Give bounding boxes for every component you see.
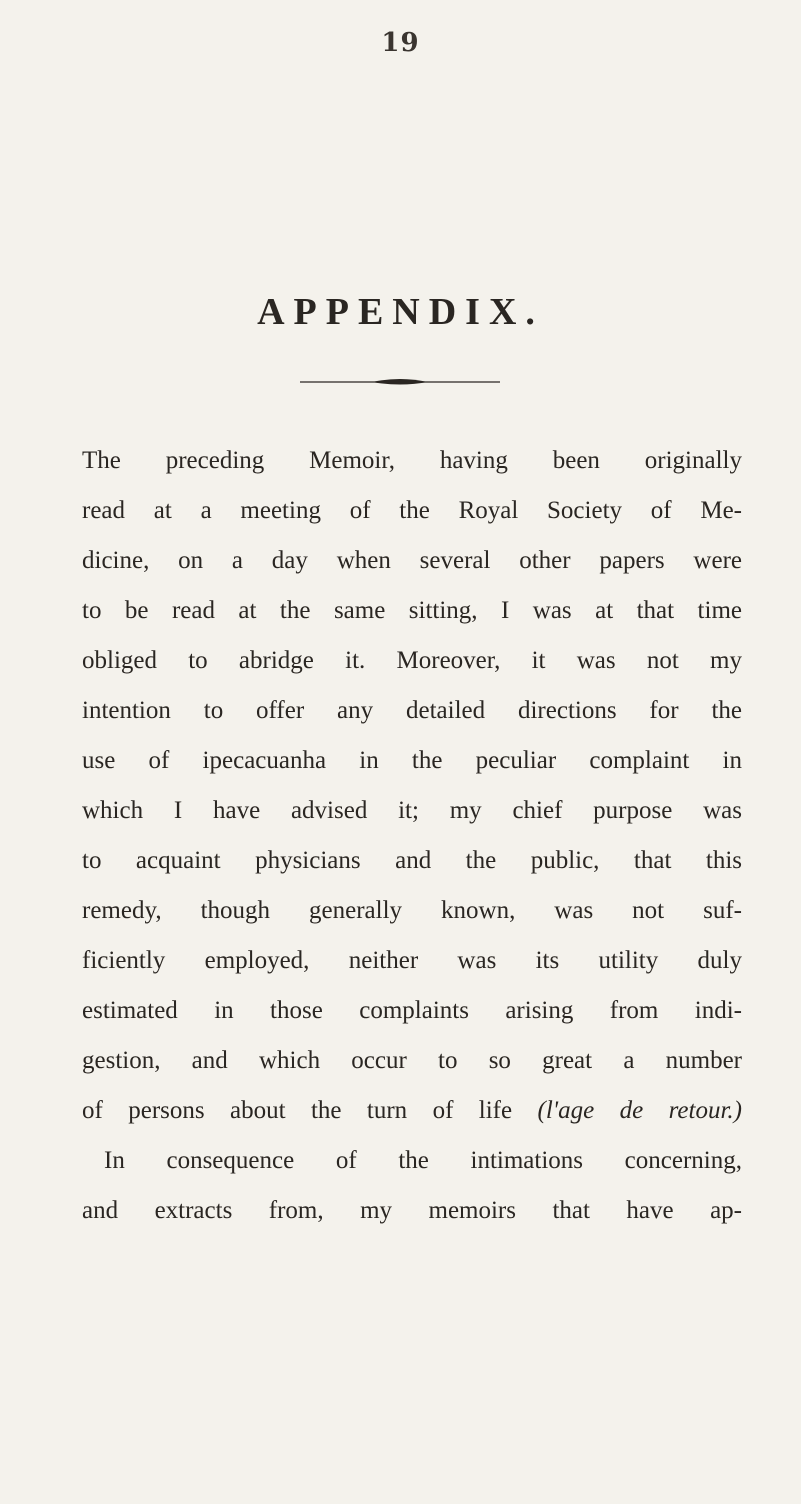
appendix-paragraph: [82, 436, 742, 1236]
text-line-15: In consequence of the intimations concerning,: [104, 1147, 742, 1174]
text-line-4: to be read at the same sitting, I was at that time: [82, 597, 742, 624]
text-line-5: obliged to abridge it. Moreover, it was not my: [82, 647, 742, 674]
ornament-rule: [300, 376, 500, 388]
text-line-14-italic: (l'age de retour.): [537, 1097, 743, 1124]
text-line-14-prefix: of persons about the turn of life: [82, 1097, 513, 1124]
text-line-10: remedy, though generally known, was not suf-: [82, 897, 742, 924]
text-line-9: to acquaint physicians and the public, that this: [82, 847, 742, 874]
page-number: 19: [381, 28, 420, 58]
appendix-heading: APPENDIX.: [257, 291, 544, 333]
text-line-3: dicine, on a day when several other papers were: [82, 547, 742, 574]
text-line-8: which I have advised it; my chief purpose was: [82, 797, 742, 824]
text-line-12: estimated in those complaints arising from indi-: [82, 997, 742, 1024]
text-line-11: ficiently employed, neither was its utility duly: [82, 947, 742, 974]
text-line-13: gestion, and which occur to so great a number: [82, 1047, 742, 1074]
text-line-7: use of ipecacuanha in the peculiar complaint in: [82, 747, 742, 774]
text-line-1: The preceding Memoir, having been originally: [82, 447, 742, 474]
text-line-6: intention to offer any detailed directions for the: [82, 697, 742, 724]
text-line-2: read at a meeting of the Royal Society of Me-: [82, 497, 742, 524]
text-line-16: and extracts from, my memoirs that have ap-: [82, 1197, 742, 1224]
text-line-14: [82, 1086, 742, 1136]
